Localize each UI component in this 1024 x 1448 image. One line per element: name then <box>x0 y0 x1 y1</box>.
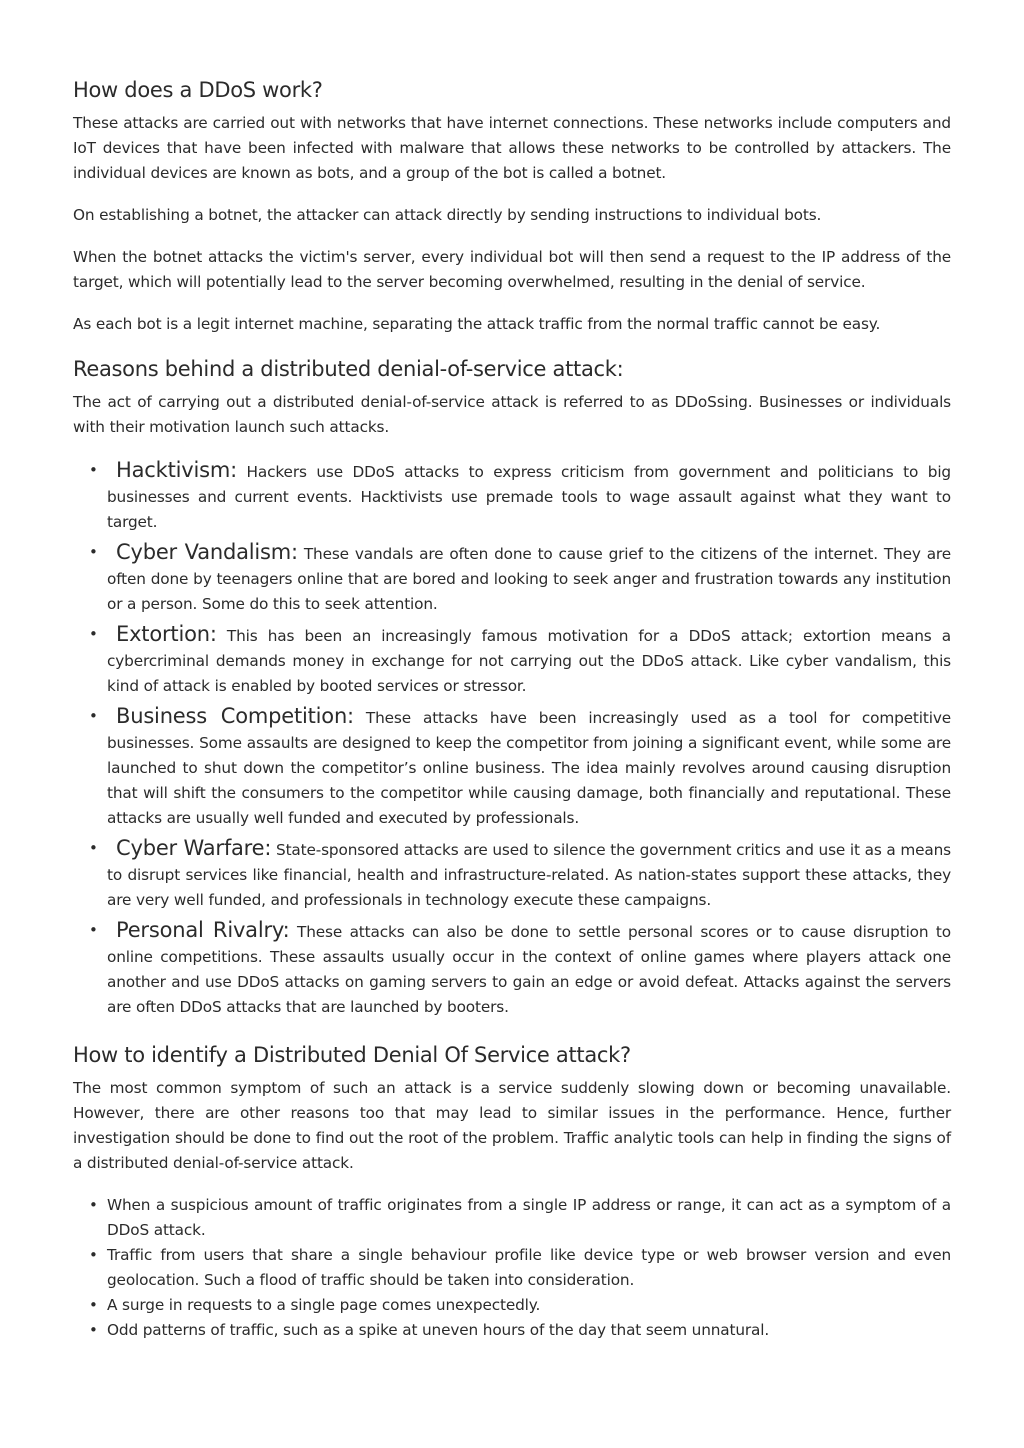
list-item-text: Hackers use DDoS attacks to express criticism from government and politicians to big businesses and current events. Hacktivists use premade tools to wage assault against what they want to target. <box>107 463 951 531</box>
bullet-icon: • <box>89 707 98 725</box>
reasons-list <box>73 458 951 1020</box>
list-item-text: State-sponsored attacks are used to silence the government critics and use it as a means to disrupt services like financial, health and infrastructure-related. As nation-states support these attacks, they are very well funded, and professionals in technology execute these campaigns. <box>107 841 951 909</box>
list-item-text: These vandals are often done to cause grief to the citizens of the internet. They are often done by teenagers online that are bored and looking to seek anger and frustration towards any institution or a person. Some do this to seek attention. <box>107 545 951 613</box>
list-item <box>89 1243 951 1293</box>
list-item <box>89 1318 951 1343</box>
paragraph: The act of carrying out a distributed denial-of-service attack is referred to as DDoSsing. Businesses or individuals with their motivation launch such attacks. <box>73 393 951 436</box>
paragraph: The most common symptom of such an attack is a service suddenly slowing down or becoming unavailable. However, there are other reasons too that may lead to similar issues in the performance. Hence, further investigation should be done to find out the root of the problem. Traffic analytic tools can help in finding the signs of a distributed denial-of-service attack. <box>73 1079 951 1172</box>
bullet-icon: • <box>89 1246 98 1264</box>
symptoms-list <box>73 1193 951 1343</box>
bullet-icon: • <box>89 839 98 857</box>
bullet-icon: • <box>89 1321 98 1339</box>
list-item-term: Cyber Vandalism: <box>116 540 298 564</box>
list-item-term: Business Competition: <box>116 704 354 728</box>
list-item <box>89 1293 951 1318</box>
bullet-icon: • <box>89 1196 98 1214</box>
paragraph: When the botnet attacks the victim's server, every individual bot will then send a request to the IP address of the target, which will potentially lead to the server becoming overwhelmed, resulting in the denial of service. <box>73 248 951 291</box>
list-item-term: Hacktivism: <box>116 458 237 482</box>
list-item-text: These attacks can also be done to settle personal scores or to cause disruption to online competitions. These assaults usually occur in the context of online games where players attack one another and use DDoS attacks on gaming servers to gain an edge or avoid defeat. Attacks against the servers are often DDoS attacks that are launched by booters. <box>107 923 951 1016</box>
article <box>73 75 951 1359</box>
list-item <box>89 836 951 913</box>
list-item-text: Traffic from users that share a single behaviour profile like device type or web browser version and even geolocation. Such a flood of traffic should be taken into consideration. <box>107 1246 951 1289</box>
section-reasons <box>73 354 951 1020</box>
section-heading: Reasons behind a distributed denial-of-service attack: <box>73 357 624 381</box>
bullet-icon: • <box>89 921 98 939</box>
list-item-text: When a suspicious amount of traffic originates from a single IP address or range, it can act as a symptom of a DDoS attack. <box>107 1196 951 1239</box>
list-item-text: A surge in requests to a single page comes unexpectedly. <box>107 1296 541 1314</box>
list-item-text: Odd patterns of traffic, such as a spike at uneven hours of the day that seem unnatural. <box>107 1321 770 1339</box>
section-identify-attack <box>73 1040 951 1343</box>
list-item-term: Personal Rivalry: <box>116 918 290 942</box>
paragraph: These attacks are carried out with networks that have internet connections. These networks include computers and IoT devices that have been infected with malware that allows these networks to be controlled by attackers. The individual devices are known as bots, and a group of the bot is called a botnet. <box>73 114 951 182</box>
paragraph: On establishing a botnet, the attacker can attack directly by sending instructions to individual bots. <box>73 206 822 224</box>
list-item <box>89 918 951 1020</box>
list-item <box>89 1193 951 1243</box>
bullet-icon: • <box>89 1296 98 1314</box>
bullet-icon: • <box>89 625 98 643</box>
section-heading: How does a DDoS work? <box>73 78 323 102</box>
paragraph: As each bot is a legit internet machine, separating the attack traffic from the normal traffic cannot be easy. <box>73 315 881 333</box>
list-item-text: This has been an increasingly famous motivation for a DDoS attack; extortion means a cybercriminal demands money in exchange for not carrying out the DDoS attack. Like cyber vandalism, this kind of attack is enabled by booted services or stressor. <box>107 627 951 695</box>
list-item-text: These attacks have been increasingly used as a tool for competitive businesses. Some assaults are designed to keep the competitor from joining a significant event, while some are launched to shut down the competitor’s online business. The idea mainly revolves around causing disruption that will shift the consumers to the competitor while causing damage, both financially and reputational. These attacks are usually well funded and executed by professionals. <box>107 709 951 827</box>
list-item <box>89 622 951 699</box>
bullet-icon: • <box>89 543 98 561</box>
list-item <box>89 540 951 617</box>
list-item <box>89 458 951 535</box>
list-item-term: Cyber Warfare: <box>116 836 272 860</box>
bullet-icon: • <box>89 461 98 479</box>
section-how-ddos-works <box>73 75 951 337</box>
list-item-term: Extortion: <box>116 622 217 646</box>
list-item <box>89 704 951 831</box>
section-heading: How to identify a Distributed Denial Of Service attack? <box>73 1043 631 1067</box>
